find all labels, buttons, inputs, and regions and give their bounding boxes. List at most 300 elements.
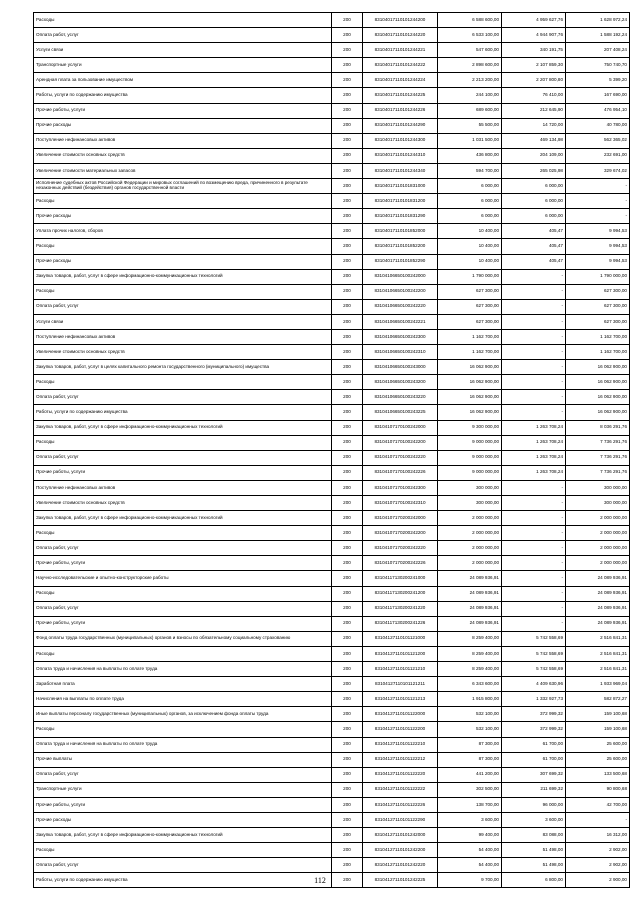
row-budget-code-cell: 83104127110101122210 xyxy=(363,737,438,752)
table-row xyxy=(34,420,630,435)
row-approved-amount-cell: 627 300,00 xyxy=(438,299,502,314)
table-row xyxy=(34,194,630,209)
row-name-cell: Транспортные услуги xyxy=(34,58,332,73)
row-line-code-cell: 200 xyxy=(332,163,363,178)
row-name-cell: Оплата работ, услуг xyxy=(34,299,332,314)
table-row xyxy=(34,88,630,103)
row-executed-amount-cell: 4 959 627,76 xyxy=(502,13,566,28)
row-unexecuted-amount-cell: 232 691,00 xyxy=(566,148,630,163)
row-name-cell: Оплата труда и начисления на выплаты по оплате труда xyxy=(34,737,332,752)
row-approved-amount-cell: 54 400,00 xyxy=(438,858,502,873)
row-line-code-cell: 200 xyxy=(332,420,363,435)
row-approved-amount-cell: 2 000 000,00 xyxy=(438,526,502,541)
row-budget-code-cell: 83104106650100243000 xyxy=(363,360,438,375)
row-unexecuted-amount-cell: 25 600,00 xyxy=(566,737,630,752)
row-approved-amount-cell: 300 000,00 xyxy=(438,480,502,495)
row-name-cell: Расходы xyxy=(34,284,332,299)
row-unexecuted-amount-cell: 16 312,00 xyxy=(566,828,630,843)
row-approved-amount-cell: 24 089 936,91 xyxy=(438,616,502,631)
row-executed-amount-cell: - xyxy=(502,269,566,284)
row-executed-amount-cell: - xyxy=(502,390,566,405)
row-name-cell: Прочие работы, услуги xyxy=(34,616,332,631)
table-row xyxy=(34,511,630,526)
row-executed-amount-cell: 1 263 708,24 xyxy=(502,420,566,435)
table-row xyxy=(34,556,630,571)
table-body xyxy=(34,13,630,888)
row-budget-code-cell: 83104106650100242220 xyxy=(363,299,438,314)
row-approved-amount-cell: 441 200,00 xyxy=(438,767,502,782)
row-line-code-cell: 200 xyxy=(332,314,363,329)
row-unexecuted-amount-cell: 5 399,20 xyxy=(566,73,630,88)
row-executed-amount-cell: 6 000,00 xyxy=(502,179,566,194)
row-budget-code-cell: 83104127110101242220 xyxy=(363,858,438,873)
row-budget-code-cell: 83104107170200242200 xyxy=(363,526,438,541)
row-executed-amount-cell: - xyxy=(502,511,566,526)
row-line-code-cell: 200 xyxy=(332,601,363,616)
row-executed-amount-cell: 212 645,90 xyxy=(502,103,566,118)
table-row xyxy=(34,797,630,812)
row-unexecuted-amount-cell: - xyxy=(566,812,630,827)
table-row xyxy=(34,450,630,465)
row-approved-amount-cell: 2 000 000,00 xyxy=(438,541,502,556)
row-name-cell: Фонд оплаты труда государственных (муниципальных) органов и взносы по обязательному социальному страхованию xyxy=(34,631,332,646)
row-line-code-cell: 200 xyxy=(332,360,363,375)
row-budget-code-cell: 83104107170100242000 xyxy=(363,420,438,435)
table-row xyxy=(34,526,630,541)
row-line-code-cell: 200 xyxy=(332,677,363,692)
table-row xyxy=(34,163,630,178)
row-name-cell: Закупка товаров, работ, услуг в сфере информационно-коммуникационных технологий xyxy=(34,269,332,284)
row-budget-code-cell: 83104017110101244221 xyxy=(363,43,438,58)
row-executed-amount-cell: 5 742 558,69 xyxy=(502,646,566,661)
row-approved-amount-cell: 1 162 700,00 xyxy=(438,345,502,360)
row-unexecuted-amount-cell: 24 089 936,91 xyxy=(566,616,630,631)
row-budget-code-cell: 83104117130200241226 xyxy=(363,616,438,631)
row-executed-amount-cell: 372 999,32 xyxy=(502,707,566,722)
row-budget-code-cell: 83104017110101244300 xyxy=(363,133,438,148)
row-budget-code-cell: 83104107170100242300 xyxy=(363,480,438,495)
row-unexecuted-amount-cell: 24 089 936,91 xyxy=(566,571,630,586)
row-budget-code-cell: 83104107170200242226 xyxy=(363,556,438,571)
row-name-cell: Оплата работ, услуг xyxy=(34,28,332,43)
row-budget-code-cell: 83104017110101852000 xyxy=(363,224,438,239)
table-row xyxy=(34,299,630,314)
row-budget-code-cell: 83104127110101122000 xyxy=(363,707,438,722)
row-executed-amount-cell: - xyxy=(502,616,566,631)
row-line-code-cell: 200 xyxy=(332,480,363,495)
row-name-cell: Работы, услуги по содержанию имущества xyxy=(34,88,332,103)
row-line-code-cell: 200 xyxy=(332,782,363,797)
table-row xyxy=(34,254,630,269)
row-name-cell: Услуги связи xyxy=(34,43,332,58)
table-row xyxy=(34,722,630,737)
row-approved-amount-cell: 6 000,00 xyxy=(438,194,502,209)
row-approved-amount-cell: 532 100,00 xyxy=(438,707,502,722)
row-name-cell: Прочие работы, услуги xyxy=(34,556,332,571)
row-line-code-cell: 200 xyxy=(332,43,363,58)
row-approved-amount-cell: 9 000 000,00 xyxy=(438,450,502,465)
table-row xyxy=(34,767,630,782)
row-name-cell: Исполнение судебных актов Российской Федерации и мировых соглашений по возмещению вреда, причиненного в результате незаконных действий (бездействия) органов государственной власти xyxy=(34,179,332,194)
row-name-cell: Увеличение стоимости основных средств xyxy=(34,148,332,163)
row-line-code-cell: 200 xyxy=(332,73,363,88)
row-executed-amount-cell: 6 000,00 xyxy=(502,194,566,209)
row-line-code-cell: 200 xyxy=(332,662,363,677)
row-approved-amount-cell: 9 300 000,00 xyxy=(438,420,502,435)
row-approved-amount-cell: 99 400,00 xyxy=(438,828,502,843)
row-budget-code-cell: 83104107170100242200 xyxy=(363,435,438,450)
row-unexecuted-amount-cell: 40 780,00 xyxy=(566,118,630,133)
row-budget-code-cell: 83104127110101122200 xyxy=(363,722,438,737)
row-budget-code-cell: 83104017110101244225 xyxy=(363,88,438,103)
row-budget-code-cell: 83104117130200241220 xyxy=(363,601,438,616)
table-row xyxy=(34,631,630,646)
row-name-cell: Оплата труда и начисления на выплаты по оплате труда xyxy=(34,662,332,677)
row-budget-code-cell: 83104127110101122222 xyxy=(363,782,438,797)
row-approved-amount-cell: 6 000,00 xyxy=(438,209,502,224)
row-line-code-cell: 200 xyxy=(332,239,363,254)
row-budget-code-cell: 83104106650100243220 xyxy=(363,390,438,405)
row-unexecuted-amount-cell: 2 902,00 xyxy=(566,858,630,873)
row-line-code-cell: 200 xyxy=(332,13,363,28)
table-row xyxy=(34,782,630,797)
row-approved-amount-cell: 244 100,00 xyxy=(438,88,502,103)
row-name-cell: Оплата работ, услуг xyxy=(34,541,332,556)
row-unexecuted-amount-cell: 159 100,68 xyxy=(566,722,630,737)
row-line-code-cell: 200 xyxy=(332,571,363,586)
row-name-cell: Расходы xyxy=(34,646,332,661)
row-budget-code-cell: 83104127110101122220 xyxy=(363,767,438,782)
row-executed-amount-cell: 3 600,00 xyxy=(502,812,566,827)
row-unexecuted-amount-cell: 9 994,53 xyxy=(566,224,630,239)
row-executed-amount-cell: 6 800,00 xyxy=(502,873,566,888)
row-executed-amount-cell: 83 088,00 xyxy=(502,828,566,843)
table-row xyxy=(34,103,630,118)
row-line-code-cell: 200 xyxy=(332,284,363,299)
table-row xyxy=(34,752,630,767)
row-unexecuted-amount-cell: 300 000,00 xyxy=(566,480,630,495)
table-row xyxy=(34,812,630,827)
row-unexecuted-amount-cell: 1 790 000,00 xyxy=(566,269,630,284)
row-executed-amount-cell: 1 263 708,24 xyxy=(502,450,566,465)
row-budget-code-cell: 83104107170100242226 xyxy=(363,465,438,480)
row-unexecuted-amount-cell: 627 300,00 xyxy=(566,284,630,299)
row-budget-code-cell: 83104107170100242220 xyxy=(363,450,438,465)
table-row xyxy=(34,480,630,495)
row-budget-code-cell: 83104106650100242300 xyxy=(363,329,438,344)
row-budget-code-cell: 83104106650100242221 xyxy=(363,314,438,329)
row-name-cell: Начисления на выплаты по оплате труда xyxy=(34,692,332,707)
row-line-code-cell: 200 xyxy=(332,435,363,450)
row-unexecuted-amount-cell: 16 062 900,00 xyxy=(566,405,630,420)
table-row xyxy=(34,646,630,661)
row-budget-code-cell: 83104127110101122226 xyxy=(363,797,438,812)
row-name-cell: Поступление нефинансовых активов xyxy=(34,329,332,344)
row-approved-amount-cell: 302 500,00 xyxy=(438,782,502,797)
row-approved-amount-cell: 300 000,00 xyxy=(438,496,502,511)
table-row xyxy=(34,571,630,586)
row-executed-amount-cell: - xyxy=(502,526,566,541)
row-name-cell: Увеличение стоимости основных средств xyxy=(34,496,332,511)
row-unexecuted-amount-cell: 7 736 291,76 xyxy=(566,450,630,465)
row-budget-code-cell: 83104127110101122290 xyxy=(363,812,438,827)
row-name-cell: Расходы xyxy=(34,435,332,450)
row-line-code-cell: 200 xyxy=(332,692,363,707)
row-name-cell: Расходы xyxy=(34,375,332,390)
row-line-code-cell: 200 xyxy=(332,224,363,239)
row-budget-code-cell: 83104127110101242000 xyxy=(363,828,438,843)
row-line-code-cell: 200 xyxy=(332,752,363,767)
row-budget-code-cell: 83104017110101244200 xyxy=(363,13,438,28)
table-row xyxy=(34,314,630,329)
row-unexecuted-amount-cell: 7 736 291,76 xyxy=(566,435,630,450)
row-line-code-cell: 200 xyxy=(332,496,363,511)
row-approved-amount-cell: 6 343 600,00 xyxy=(438,677,502,692)
row-unexecuted-amount-cell: 1 933 969,04 xyxy=(566,677,630,692)
row-unexecuted-amount-cell: 25 600,00 xyxy=(566,752,630,767)
row-line-code-cell: 200 xyxy=(332,28,363,43)
row-line-code-cell: 200 xyxy=(332,541,363,556)
row-line-code-cell: 200 xyxy=(332,858,363,873)
row-line-code-cell: 200 xyxy=(332,843,363,858)
row-budget-code-cell: 83104127110101242225 xyxy=(363,873,438,888)
row-line-code-cell: 200 xyxy=(332,797,363,812)
row-line-code-cell: 200 xyxy=(332,209,363,224)
row-name-cell: Оплата работ, услуг xyxy=(34,767,332,782)
table-row xyxy=(34,405,630,420)
row-approved-amount-cell: 10 400,00 xyxy=(438,239,502,254)
row-line-code-cell: 200 xyxy=(332,405,363,420)
row-executed-amount-cell: 4 409 630,96 xyxy=(502,677,566,692)
table-row xyxy=(34,692,630,707)
row-executed-amount-cell: 2 207 800,80 xyxy=(502,73,566,88)
row-approved-amount-cell: 8 259 400,00 xyxy=(438,662,502,677)
row-approved-amount-cell: 138 700,00 xyxy=(438,797,502,812)
row-executed-amount-cell: - xyxy=(502,360,566,375)
row-approved-amount-cell: 10 400,00 xyxy=(438,224,502,239)
table-row xyxy=(34,541,630,556)
row-unexecuted-amount-cell: 42 700,00 xyxy=(566,797,630,812)
row-unexecuted-amount-cell: 627 300,00 xyxy=(566,314,630,329)
row-approved-amount-cell: 594 700,00 xyxy=(438,163,502,178)
row-approved-amount-cell: 55 500,00 xyxy=(438,118,502,133)
row-executed-amount-cell: 61 700,00 xyxy=(502,752,566,767)
row-unexecuted-amount-cell: - xyxy=(566,179,630,194)
row-name-cell: Прочие расходы xyxy=(34,118,332,133)
table-row xyxy=(34,843,630,858)
row-name-cell: Оплата работ, услуг xyxy=(34,858,332,873)
row-unexecuted-amount-cell: 582 872,27 xyxy=(566,692,630,707)
row-name-cell: Расходы xyxy=(34,13,332,28)
row-executed-amount-cell: 6 000,00 xyxy=(502,209,566,224)
row-unexecuted-amount-cell: 329 674,02 xyxy=(566,163,630,178)
table-row xyxy=(34,496,630,511)
table-row xyxy=(34,707,630,722)
row-name-cell: Расходы xyxy=(34,722,332,737)
row-approved-amount-cell: 1 162 700,00 xyxy=(438,329,502,344)
table-row xyxy=(34,148,630,163)
row-unexecuted-amount-cell: 2 516 841,31 xyxy=(566,631,630,646)
row-unexecuted-amount-cell: 90 800,68 xyxy=(566,782,630,797)
row-line-code-cell: 200 xyxy=(332,148,363,163)
table-row xyxy=(34,269,630,284)
table-row xyxy=(34,662,630,677)
row-unexecuted-amount-cell: 159 100,68 xyxy=(566,707,630,722)
row-budget-code-cell: 83104017110101244310 xyxy=(363,148,438,163)
table-row xyxy=(34,284,630,299)
row-line-code-cell: 200 xyxy=(332,269,363,284)
row-name-cell: Прочие работы, услуги xyxy=(34,797,332,812)
row-name-cell: Закупка товаров, работ, услуг в сфере информационно-коммуникационных технологий xyxy=(34,511,332,526)
row-unexecuted-amount-cell: 2 516 841,31 xyxy=(566,646,630,661)
row-approved-amount-cell: 1 031 500,00 xyxy=(438,133,502,148)
row-approved-amount-cell: 547 600,00 xyxy=(438,43,502,58)
row-approved-amount-cell: 87 300,00 xyxy=(438,737,502,752)
table-row xyxy=(34,390,630,405)
table-row xyxy=(34,737,630,752)
row-executed-amount-cell: 405,47 xyxy=(502,254,566,269)
row-budget-code-cell: 83104107170200242000 xyxy=(363,511,438,526)
row-name-cell: Научно-исследовательские и опытно-конструкторские работы xyxy=(34,571,332,586)
row-line-code-cell: 200 xyxy=(332,254,363,269)
row-unexecuted-amount-cell: 2 900,00 xyxy=(566,873,630,888)
row-unexecuted-amount-cell: 2 516 841,31 xyxy=(566,662,630,677)
row-budget-code-cell: 83104127110101121000 xyxy=(363,631,438,646)
row-budget-code-cell: 83104017110101244224 xyxy=(363,73,438,88)
row-line-code-cell: 200 xyxy=(332,118,363,133)
row-line-code-cell: 200 xyxy=(332,812,363,827)
row-unexecuted-amount-cell: 24 089 936,91 xyxy=(566,586,630,601)
page-number: 112 xyxy=(314,876,326,885)
row-budget-code-cell: 83104017110101244290 xyxy=(363,118,438,133)
row-unexecuted-amount-cell: 300 000,00 xyxy=(566,496,630,511)
row-budget-code-cell: 83104017110101831000 xyxy=(363,179,438,194)
row-executed-amount-cell: 61 700,00 xyxy=(502,737,566,752)
row-approved-amount-cell: 532 100,00 xyxy=(438,722,502,737)
row-line-code-cell: 200 xyxy=(332,586,363,601)
row-line-code-cell: 200 xyxy=(332,556,363,571)
row-unexecuted-amount-cell: 9 994,53 xyxy=(566,239,630,254)
row-name-cell: Прочие расходы xyxy=(34,254,332,269)
row-executed-amount-cell: 76 410,00 xyxy=(502,88,566,103)
row-unexecuted-amount-cell: 16 062 900,00 xyxy=(566,360,630,375)
row-line-code-cell: 200 xyxy=(332,707,363,722)
row-executed-amount-cell: - xyxy=(502,586,566,601)
row-budget-code-cell: 83104106650100242000 xyxy=(363,269,438,284)
row-line-code-cell: 200 xyxy=(332,616,363,631)
row-budget-code-cell: 83104127110101121200 xyxy=(363,646,438,661)
table-row xyxy=(34,43,630,58)
table-row xyxy=(34,73,630,88)
table-row xyxy=(34,13,630,28)
row-budget-code-cell: 83104106650100242310 xyxy=(363,345,438,360)
row-executed-amount-cell: 5 742 558,69 xyxy=(502,631,566,646)
row-approved-amount-cell: 24 089 936,91 xyxy=(438,601,502,616)
row-line-code-cell: 200 xyxy=(332,390,363,405)
row-budget-code-cell: 83104017110101831200 xyxy=(363,194,438,209)
row-executed-amount-cell: 204 109,00 xyxy=(502,148,566,163)
budget-execution-table xyxy=(33,12,630,888)
row-name-cell: Закупка товаров, работ, услуг в сфере информационно-коммуникационных технологий xyxy=(34,420,332,435)
row-budget-code-cell: 83104117130200241200 xyxy=(363,586,438,601)
row-budget-code-cell: 83104017110101244340 xyxy=(363,163,438,178)
row-approved-amount-cell: 16 062 900,00 xyxy=(438,405,502,420)
row-budget-code-cell: 83104117130200241000 xyxy=(363,571,438,586)
row-approved-amount-cell: 2 898 600,00 xyxy=(438,58,502,73)
row-name-cell: Работы, услуги по содержанию имущества xyxy=(34,873,332,888)
row-executed-amount-cell: 469 134,98 xyxy=(502,133,566,148)
row-approved-amount-cell: 2 213 200,00 xyxy=(438,73,502,88)
row-name-cell: Оплата работ, услуг xyxy=(34,450,332,465)
row-executed-amount-cell: 405,47 xyxy=(502,224,566,239)
row-name-cell: Поступление нефинансовых активов xyxy=(34,133,332,148)
row-budget-code-cell: 83104017110101244220 xyxy=(363,28,438,43)
row-name-cell: Оплата работ, услуг xyxy=(34,390,332,405)
row-line-code-cell: 200 xyxy=(332,88,363,103)
row-name-cell: Закупка товаров, работ, услуг в сфере информационно-коммуникационных технологий xyxy=(34,828,332,843)
row-name-cell: Прочие работы, услуги xyxy=(34,465,332,480)
row-executed-amount-cell: - xyxy=(502,405,566,420)
row-approved-amount-cell: 2 000 000,00 xyxy=(438,511,502,526)
table-row xyxy=(34,179,630,194)
row-approved-amount-cell: 1 915 800,00 xyxy=(438,692,502,707)
row-line-code-cell: 200 xyxy=(332,58,363,73)
row-executed-amount-cell: 51 498,00 xyxy=(502,858,566,873)
row-unexecuted-amount-cell: 167 690,00 xyxy=(566,88,630,103)
table-row xyxy=(34,677,630,692)
row-approved-amount-cell: 16 062 900,00 xyxy=(438,360,502,375)
row-executed-amount-cell: - xyxy=(502,375,566,390)
row-approved-amount-cell: 9 000 000,00 xyxy=(438,435,502,450)
row-line-code-cell: 200 xyxy=(332,450,363,465)
row-approved-amount-cell: 16 062 900,00 xyxy=(438,375,502,390)
row-executed-amount-cell: - xyxy=(502,496,566,511)
row-budget-code-cell: 83104127110101122212 xyxy=(363,752,438,767)
row-line-code-cell: 200 xyxy=(332,345,363,360)
row-unexecuted-amount-cell: 2 000 000,00 xyxy=(566,556,630,571)
row-executed-amount-cell: 372 999,32 xyxy=(502,722,566,737)
row-unexecuted-amount-cell: 207 408,24 xyxy=(566,43,630,58)
row-name-cell: Увеличение стоимости основных средств xyxy=(34,345,332,360)
row-executed-amount-cell: - xyxy=(502,299,566,314)
row-executed-amount-cell: 5 742 558,69 xyxy=(502,662,566,677)
row-approved-amount-cell: 6 000,00 xyxy=(438,179,502,194)
row-name-cell: Прочие работы, услуги xyxy=(34,103,332,118)
row-approved-amount-cell: 9 700,00 xyxy=(438,873,502,888)
row-executed-amount-cell: - xyxy=(502,284,566,299)
row-unexecuted-amount-cell: 16 062 900,00 xyxy=(566,390,630,405)
table-row xyxy=(34,360,630,375)
row-unexecuted-amount-cell: 1 588 192,24 xyxy=(566,28,630,43)
table-row xyxy=(34,224,630,239)
row-executed-amount-cell: 1 263 708,24 xyxy=(502,465,566,480)
row-line-code-cell: 200 xyxy=(332,179,363,194)
row-line-code-cell: 200 xyxy=(332,873,363,888)
row-approved-amount-cell: 689 600,00 xyxy=(438,103,502,118)
row-line-code-cell: 200 xyxy=(332,526,363,541)
row-line-code-cell: 200 xyxy=(332,299,363,314)
row-executed-amount-cell: - xyxy=(502,480,566,495)
row-unexecuted-amount-cell: 2 902,00 xyxy=(566,843,630,858)
row-name-cell: Арендная плата за пользование имуществом xyxy=(34,73,332,88)
row-name-cell: Услуги связи xyxy=(34,314,332,329)
row-executed-amount-cell: - xyxy=(502,314,566,329)
row-approved-amount-cell: 6 533 100,00 xyxy=(438,28,502,43)
row-budget-code-cell: 83104127110101121210 xyxy=(363,662,438,677)
row-executed-amount-cell: 265 025,98 xyxy=(502,163,566,178)
row-budget-code-cell: 83104107170200242220 xyxy=(363,541,438,556)
row-unexecuted-amount-cell: 2 000 000,00 xyxy=(566,541,630,556)
